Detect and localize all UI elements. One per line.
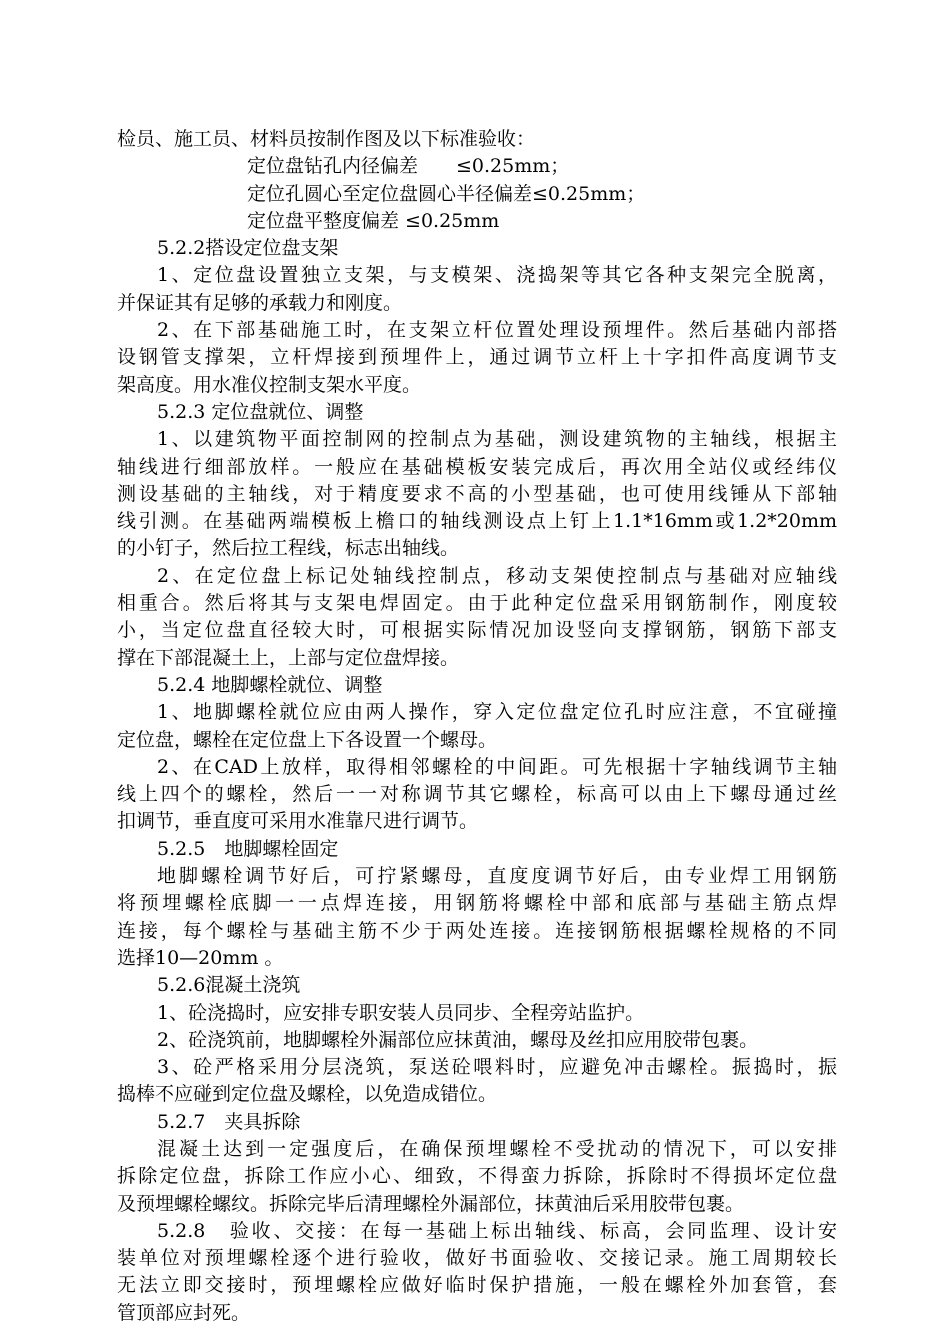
text-line: 相重合。然后将其与支架电焊固定。由于此种定位盘采用钢筋制作，刚度较	[117, 592, 837, 615]
text-line: 5.2.8 验收、交接：在每一基础上标出轴线、标高，会同监理、设计安	[157, 1219, 837, 1242]
text-line: 5.2.7 夹具拆除	[157, 1110, 301, 1133]
text-line: 并保证其有足够的承载力和刚度。	[117, 291, 403, 314]
text-line: 捣棒不应碰到定位盘及螺栓，以免造成错位。	[117, 1083, 498, 1106]
text-line: 选择10—20mm 。	[117, 946, 284, 969]
text-line: 轴线进行细部放样。一般应在基础模板安装完成后，再次用全站仪或经纬仪	[117, 455, 837, 478]
text-line: 架高度。用水准仪控制支架水平度。	[117, 373, 422, 396]
text-line: 定位盘平整度偏差 ≤0.25mm	[247, 209, 500, 232]
text-line: 混凝土达到一定强度后，在确保预埋螺栓不受扰动的情况下，可以安排	[157, 1137, 837, 1160]
text-line: 线引测。在基础两端模板上檐口的轴线测设点上钉上1.1*16mm或1.2*20mm	[117, 510, 837, 533]
text-line: 2、在下部基础施工时，在支架立杆位置处理设预埋件。然后基础内部搭	[157, 319, 837, 342]
text-line: 无法立即交接时，预埋螺栓应做好临时保护措施，一般在螺栓外加套管，套	[117, 1274, 837, 1297]
text-line: 小，当定位盘直径较大时，可根据实际情况加设竖向支撑钢筋，钢筋下部支	[117, 619, 837, 642]
text-line: 1、砼浇捣时，应安排专职安装人员同步、全程旁站监护。	[157, 1001, 645, 1024]
text-line: 撑在下部混凝土上，上部与定位盘焊接。	[117, 646, 460, 669]
text-line: 定位盘，螺栓在定位盘上下各设置一个螺母。	[117, 728, 498, 751]
text-line: 1、定位盘设置独立支架，与支模架、浇捣架等其它各种支架完全脱离，	[157, 264, 837, 287]
text-line: 2、在CAD上放样，取得相邻螺栓的中间距。可先根据十字轴线调节主轴	[157, 755, 837, 778]
text-line: 定位孔圆心至定位盘圆心半径偏差≤0.25mm；	[247, 182, 646, 205]
text-line: 定位盘钻孔内径偏差 ≤0.25mm；	[247, 155, 570, 178]
document-body	[117, 126, 837, 1327]
text-line: 装单位对预埋螺栓逐个进行验收，做好书面验收、交接记录。施工周期较长	[117, 1247, 837, 1270]
text-line: 5.2.4 地脚螺栓就位、调整	[157, 673, 383, 696]
text-line: 线上四个的螺栓，然后一一对称调节其它螺栓，标高可以由上下螺母通过丝	[117, 783, 837, 806]
text-line: 设钢管支撑架，立杆焊接到预埋件上，通过调节立杆上十字扣件高度调节支	[117, 346, 837, 369]
text-line: 5.2.6混凝土浇筑	[157, 974, 301, 997]
text-line: 地脚螺栓调节好后，可拧紧螺母，直度度调节好后，由专业焊工用钢筋	[157, 865, 837, 888]
text-line: 将预埋螺栓底脚一一点焊连接，用钢筋将螺栓中部和底部与基础主筋点焊	[117, 892, 837, 915]
text-line: 及预埋螺栓螺纹。拆除完毕后清理螺栓外漏部位，抹黄油后采用胶带包裹。	[117, 1192, 745, 1215]
text-line: 1、地脚螺栓就位应由两人操作，穿入定位盘定位孔时应注意，不宜碰撞	[157, 701, 837, 724]
text-line: 2、砼浇筑前，地脚螺栓外漏部位应抹黄油，螺母及丝扣应用胶带包裹。	[157, 1028, 759, 1051]
text-line: 5.2.5 地脚螺栓固定	[157, 837, 339, 860]
text-line: 扣调节，垂直度可采用水准靠尺进行调节。	[117, 810, 479, 833]
text-line: 2、在定位盘上标记处轴线控制点，移动支架使控制点与基础对应轴线	[157, 564, 837, 587]
text-line: 5.2.2搭设定位盘支架	[157, 237, 339, 260]
text-line: 1、以建筑物平面控制网的控制点为基础，测设建筑物的主轴线，根据主	[157, 428, 837, 451]
text-line: 拆除定位盘，拆除工作应小心、细致，不得蛮力拆除，拆除时不得损坏定位盘	[117, 1165, 837, 1188]
text-line: 检员、施工员、材料员按制作图及以下标准验收：	[117, 128, 536, 150]
text-line: 的小钉子，然后拉工程线，标志出轴线。	[117, 537, 460, 560]
text-line: 测设基础的主轴线，对于精度要求不高的小型基础，也可使用线锤从下部轴	[117, 482, 837, 505]
text-line: 连接，每个螺栓与基础主筋不少于两处连接。连接钢筋根据螺栓规格的不同	[117, 919, 837, 942]
text-line: 3、砼严格采用分层浇筑，泵送砼喂料时，应避免冲击螺栓。振捣时，振	[157, 1056, 837, 1079]
text-line: 5.2.3 定位盘就位、调整	[157, 400, 364, 423]
text-line: 管顶部应封死。	[117, 1301, 251, 1324]
